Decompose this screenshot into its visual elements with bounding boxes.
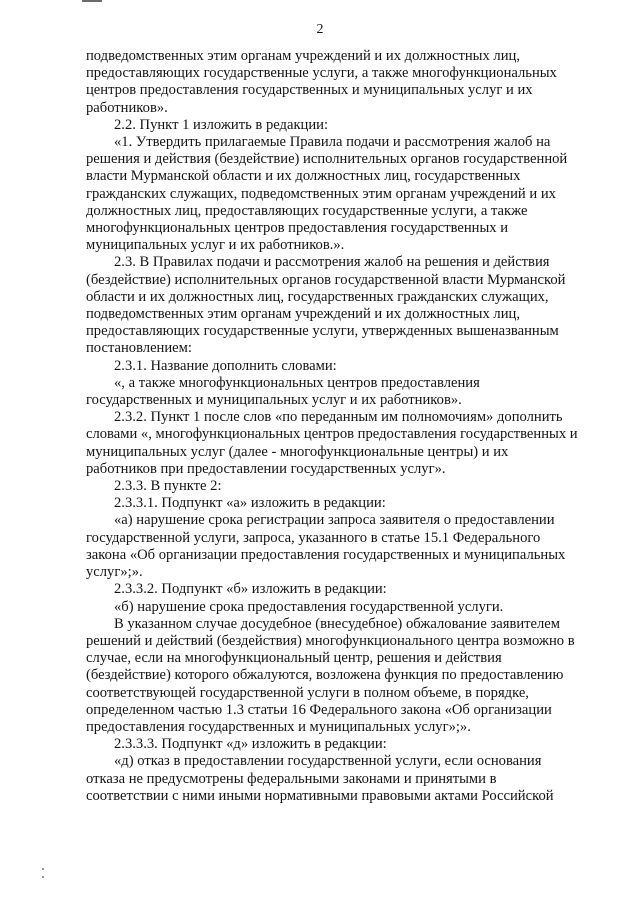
paragraph: 2.3.2. Пункт 1 после слов «по переданным им полномочиям» дополнить словами «, многофункциональных центров предоставления государственных и муниципальных услуг (далее - многофункциональные центры) и их работников при предоставлении государственных услуг». (86, 409, 578, 477)
paragraph: «д) отказ в предоставлении государственной услуги, если основания отказа не предусмотрены федеральными законами и принятыми в соответствии с ними иными нормативными правовыми актами Российской (86, 753, 554, 804)
paragraph: 2.3.3.1. Подпункт «а» изложить в редакции: (114, 495, 386, 512)
document-body (86, 48, 594, 805)
scan-edge-mark (82, 0, 102, 2)
paragraph: 2.2. Пункт 1 изложить в редакции: (114, 116, 329, 133)
paragraph: 2.3.3.2. Подпункт «б» изложить в редакции: (114, 581, 387, 598)
paragraph: В указанном случае досудебное (внесудебное) обжалование заявителем решений и действий (бездействия) многофункционального центра возможно в случае, если на многофункциональный центр, решения и действия (бездействие) которого обжалуются, возложена функция по предоставлению соответствующей государственной услуги в полном объеме, в порядке, определенном частью 1.3 статьи 16 Федерального закона «Об организации предоставления государственных и муниципальных услуг»;». (86, 615, 575, 735)
page-number: 2 (316, 22, 324, 37)
paragraph: «1. Утвердить прилагаемые Правила подачи и рассмотрения жалоб на решения и действия (бездействие) исполнительных органов государственной власти Мурманской области и их должностных лиц, государственных гражданских служащих, подведомственных этим органам учреждений и их должностных лиц, предоставляющих государственные услуги, а также многофункциональных центров предоставления государственных и муниципальных услуг и их работников.». (86, 134, 568, 254)
paragraph: 2.3.3. В пункте 2: (114, 478, 222, 495)
paragraph: 2.3.1. Название дополнить словами: (114, 357, 337, 374)
paragraph: «б) нарушение срока предоставления государственной услуги. (114, 598, 504, 615)
paragraph: 2.3.3.3. Подпункт «д» изложить в редакции: (114, 736, 387, 753)
paragraph: 2.3. В Правилах подачи и рассмотрения жалоб на решения и действия (бездействие) исполнительных органов государственной власти Мурманской области и их должностных лиц, государственных гражданских служащих, подведомственных этим органам учреждений и их должностных лиц, предоставляющих государственные услуги, утвержденных вышеназванным постановлением: (86, 254, 566, 357)
paragraph: «а) нарушение срока регистрации запроса заявителя о предоставлении государственной услуги, запроса, указанного в статье 15.1 Федерального закона «Об организации предоставления государственных и муниципальных услуг»;». (86, 512, 566, 581)
margin-marks (42, 868, 44, 880)
paragraph: «, а также многофункциональных центров предоставления государственных и муниципальных услуг и их работников». (86, 374, 480, 409)
paragraph: подведомственных этим органам учреждений и их должностных лиц, предоставляющих государственные услуги, а также многофункциональных центров предоставления государственных и муниципальных услуг и их работников». (86, 48, 557, 116)
